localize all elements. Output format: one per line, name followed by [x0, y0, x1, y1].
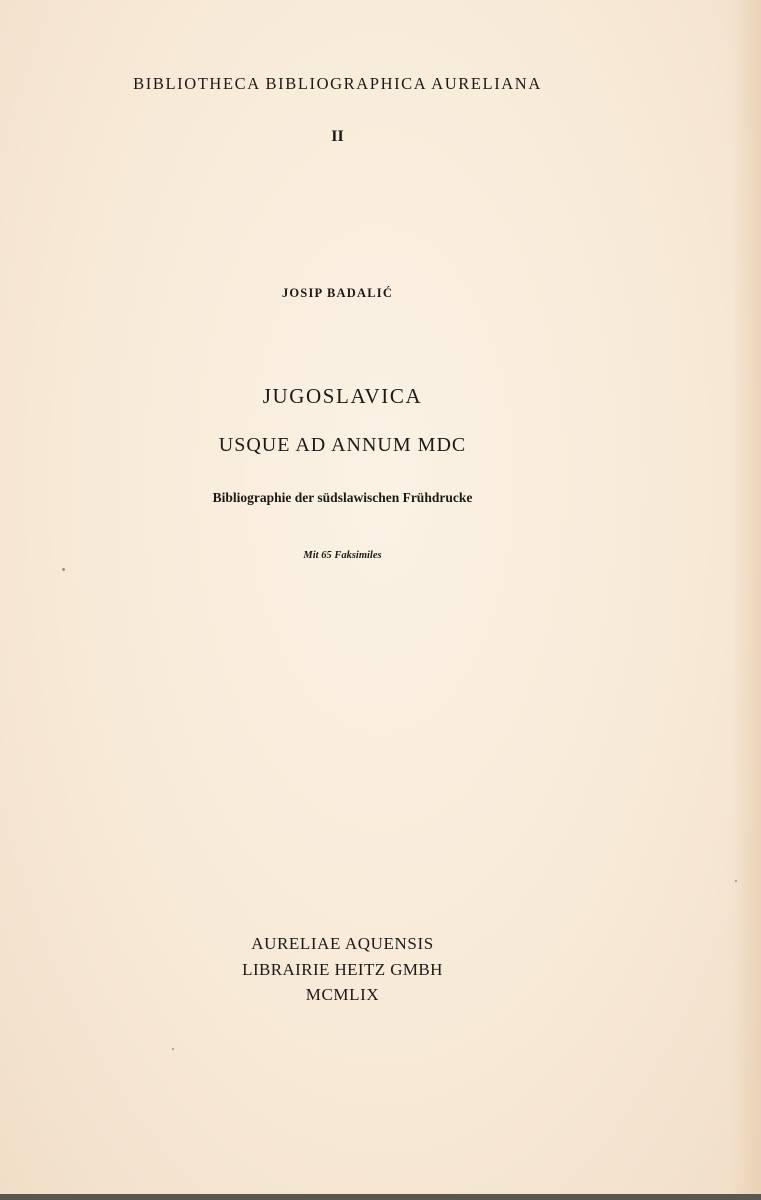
page-bottom-edge	[0, 1194, 761, 1200]
book-title-line-2: USQUE AD ANNUM MDC	[218, 434, 467, 456]
paper-speck	[62, 568, 65, 571]
imprint-place: AURELIAE AQUENSIS	[251, 934, 434, 953]
author-name: JOSIP BADALIĆ	[281, 286, 394, 300]
facsimiles-note: Mit 65 Faksimiles	[303, 550, 382, 561]
page-edge-shadow	[731, 0, 761, 1200]
imprint-year: MCMLIX	[305, 985, 380, 1004]
imprint-publisher: LIBRAIRIE HEITZ GMBH	[242, 960, 443, 979]
book-title-line-1: JUGOSLAVICA	[262, 384, 423, 408]
paper-speck	[735, 880, 737, 882]
book-subtitle: Bibliographie der südslawischen Frühdrucke	[212, 490, 473, 505]
paper-speck	[172, 1048, 174, 1050]
series-number: II	[331, 128, 344, 145]
series-title: BIBLIOTHECA BIBLIOGRAPHICA AURELIANA	[133, 74, 542, 93]
